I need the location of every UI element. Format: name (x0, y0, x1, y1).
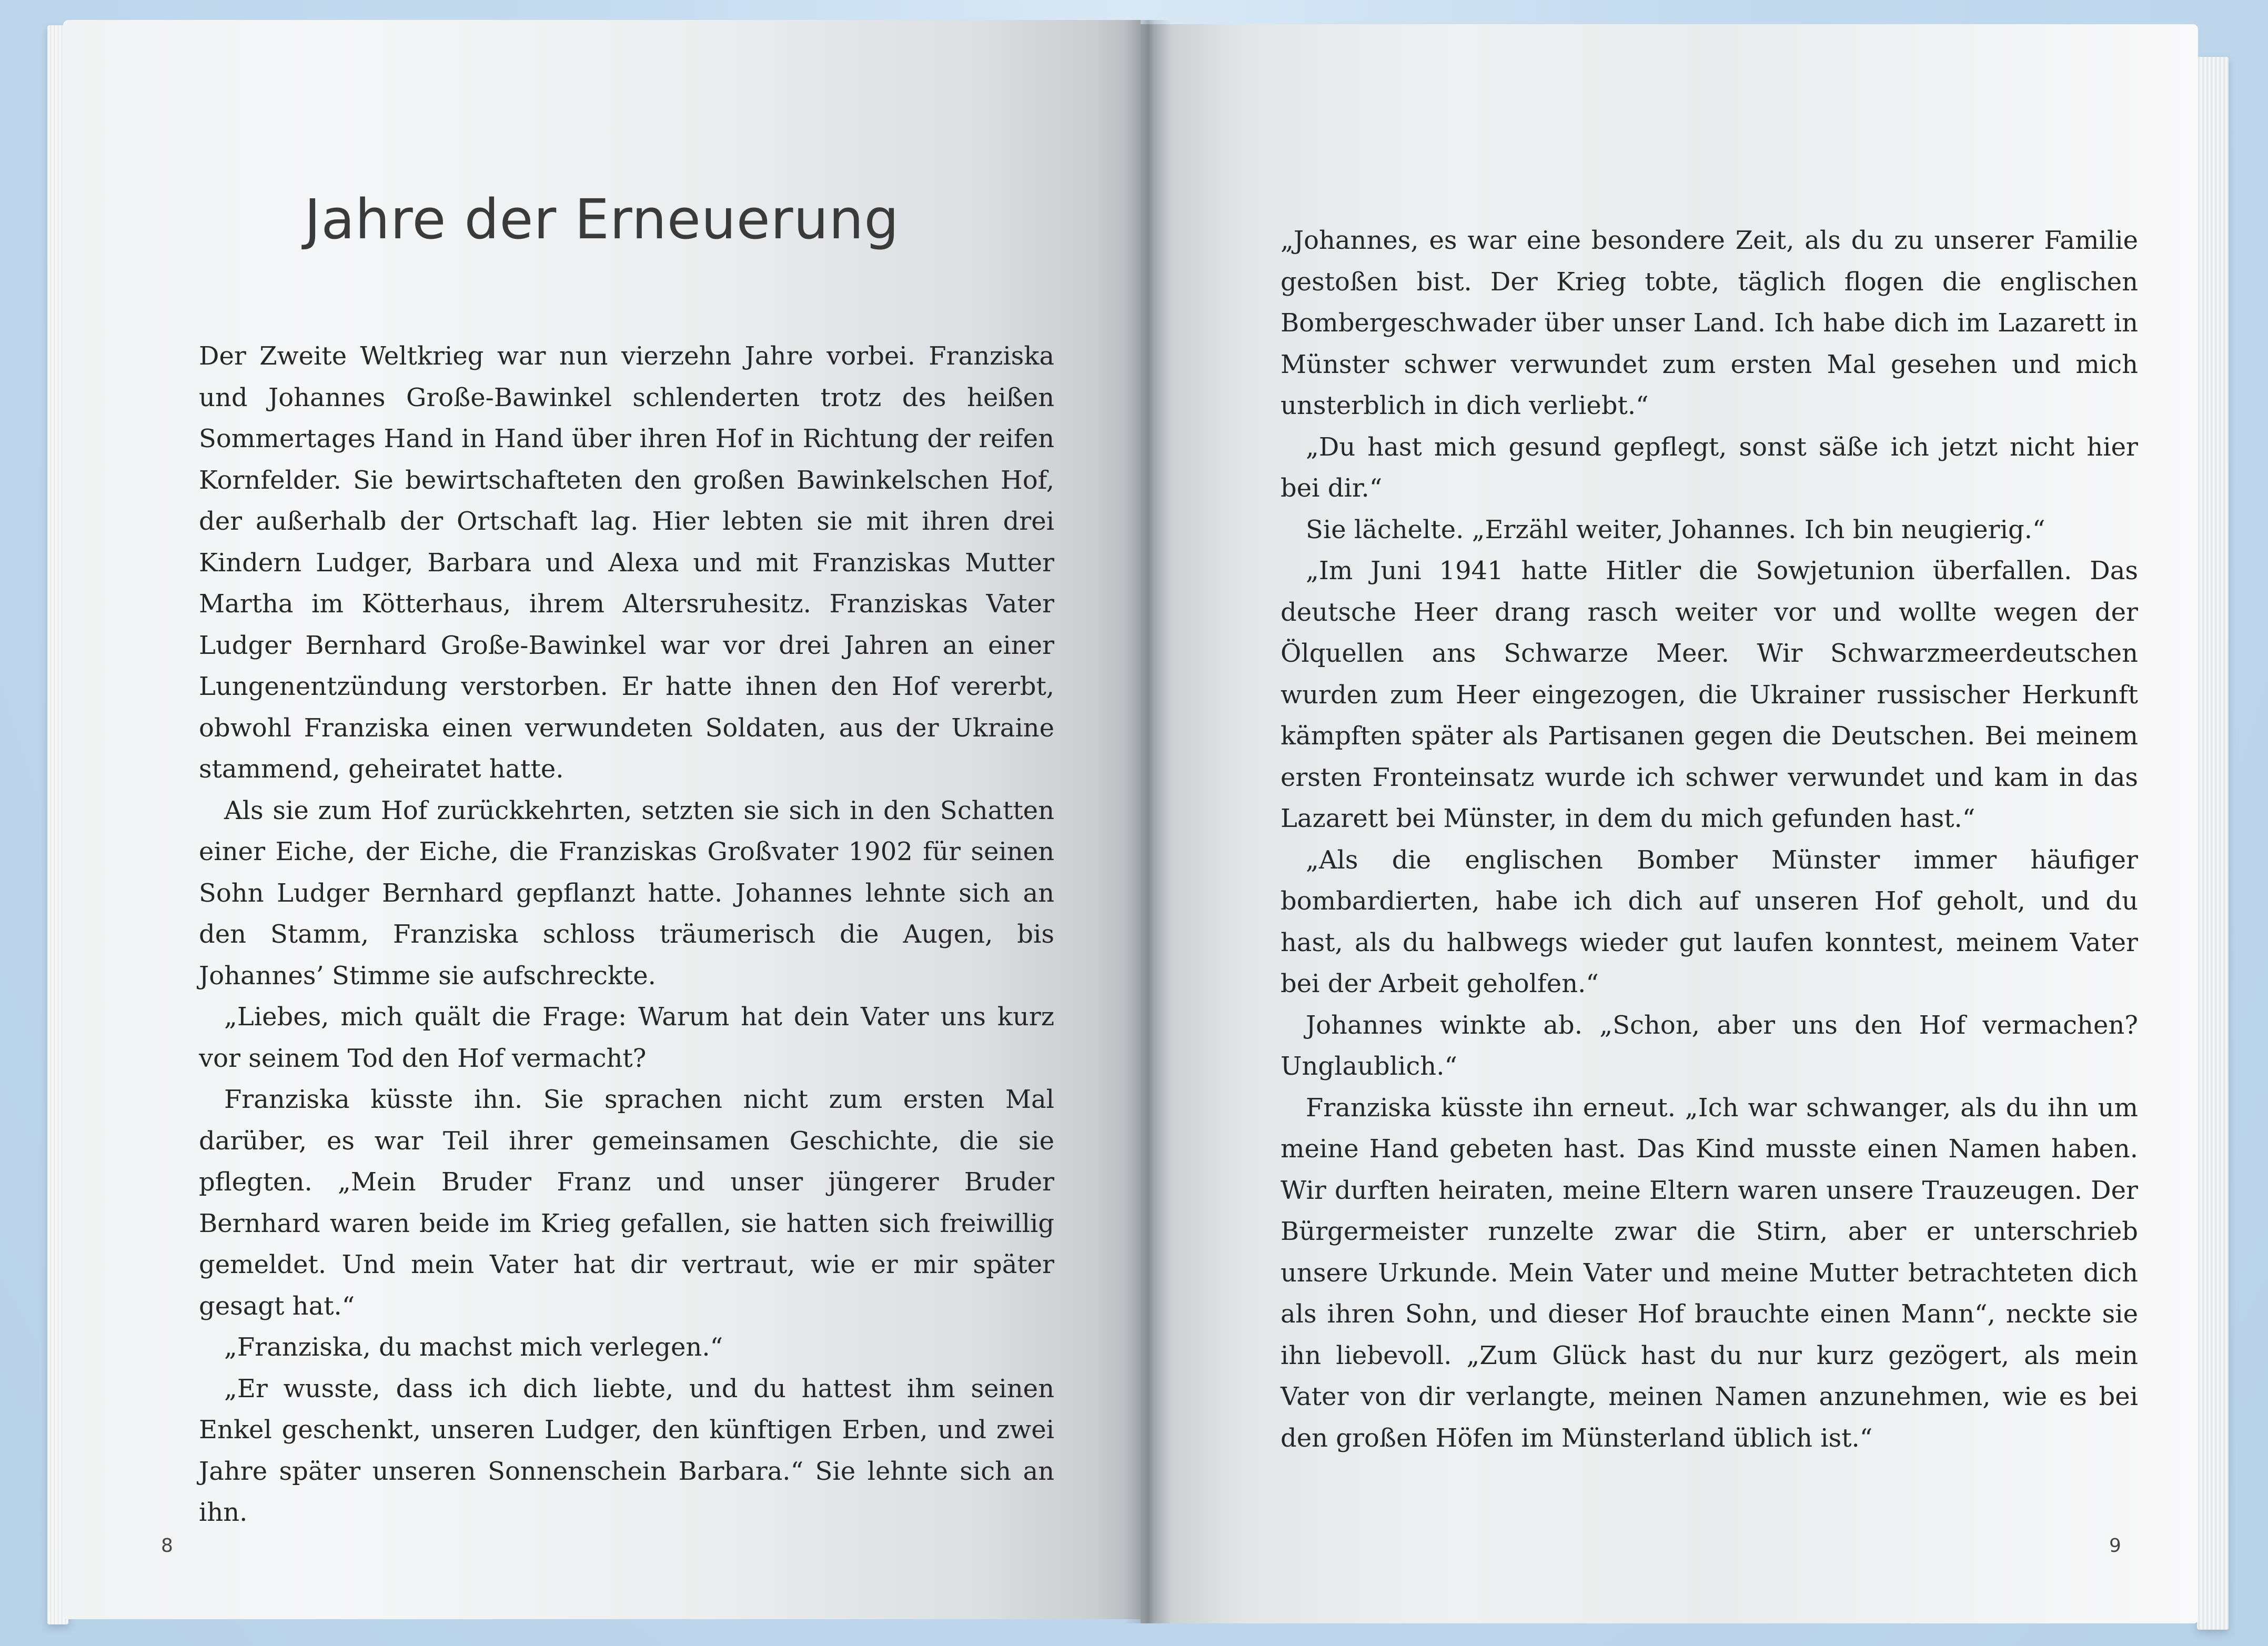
right-page (1141, 24, 2198, 1623)
book-spine (1124, 20, 1171, 1623)
paragraph: Sie lächelte. „Erzähl weiter, Johannes. Ich bin neugierig.“ (1306, 514, 2045, 544)
paragraph: Franziska küsste ihn erneut. „Ich war schwanger, als du ihn um meine Hand gebeten hast. Das Kind musste einen Namen haben. Wir durften heiraten, meine Eltern waren unsere Trauzeugen. Der Bürgermeister runzelte zwar die Stirn, aber er unterschrieb unsere Urkunde. Mein Vater und meine Mutter betrachteten dich als ihren Sohn, und dieser Hof brauchte einen Mann“, neckte sie ihn liebevoll. „Zum Glück hast du nur kurz gezögert, als mein Vater von dir verlangte, meinen Namen anzunehmen, wie es bei den großen Höfen im Münsterland üblich ist.“ (1281, 1093, 2138, 1453)
left-page (63, 20, 1141, 1619)
paragraph: „Im Juni 1941 hatte Hitler die Sowjetunion überfallen. Das deutsche Heer drang rasch weiter vor und wollte wegen der Ölquellen ans Schwarze Meer. Wir Schwarzmeerdeutschen wurden zum Heer eingezogen, die Ukrainer russischer Herkunft kämpften später als Partisanen gegen die Deutschen. Bei meinem ersten Fronteinsatz wurde ich schwer verwundet und kam in das Lazarett bei Münster, in dem du mich gefunden hast.“ (1281, 556, 2138, 833)
page-number-left: 8 (161, 1535, 173, 1557)
paragraph: „Du hast mich gesund gepflegt, sonst säße ich jetzt nicht hier bei dir.“ (1281, 432, 2138, 503)
paragraph: Der Zweite Weltkrieg war nun vierzehn Jahre vorbei. Franziska und Johannes Große-Bawinkel schlenderten trotz des heißen Sommertages Hand in Hand über ihren Hof in Richtung der reifen Kornfelder. Sie bewirtschafteten den großen Bawinkelschen Hof, der außerhalb der Ortschaft lag. Hier lebten sie mit ihren drei Kindern Ludger, Barbara und Alexa und mit Franziskas Mutter Martha im Kötterhaus, ihrem Altersruhesitz. Franziskas Vater Ludger Bernhard Große-Bawinkel war vor drei Jahren an einer Lungenentzündung verstorben. Er hatte ihnen den Hof vererbt, obwohl Franziska einen verwundeten Soldaten, aus der Ukraine stammend, geheiratet hatte. (199, 341, 1054, 784)
chapter-title: Jahre der Erneuerung (304, 187, 900, 251)
paragraph: „Liebes, mich quält die Frage: Warum hat dein Vater uns kurz vor seinem Tod den Hof vermacht? (199, 1002, 1054, 1073)
paragraph: Johannes winkte ab. „Schon, aber uns den Hof vermachen? Unglaublich.“ (1281, 1010, 2138, 1081)
left-page-text (199, 336, 1054, 1533)
paragraph: Als sie zum Hof zurückkehrten, setzten sie sich in den Schatten einer Eiche, der Eiche, die Franziskas Großvater 1902 für seinen Sohn Ludger Bernhard gepflanzt hatte. Johannes lehnte sich an den Stamm, Franziska schloss träumerisch die Augen, bis Johannes’ Stimme sie aufschreckte. (199, 795, 1054, 991)
open-book (51, 20, 2223, 1624)
paragraph: Franziska küsste ihn. Sie sprachen nicht zum ersten Mal darüber, es war Teil ihrer gemeinsamen Geschichte, die sie pflegten. „Mein Bruder Franz und unser jüngerer Bruder Bernhard waren beide im Krieg gefallen, sie hatten sich freiwillig gemeldet. Und mein Vater hat dir vertraut, wie er mir später gesagt hat.“ (199, 1085, 1054, 1321)
paragraph: „Franziska, du machst mich verlegen.“ (224, 1332, 723, 1362)
paragraph: „Johannes, es war eine besondere Zeit, als du zu unserer Familie gestoßen bist. Der Krieg tobte, täglich flogen die englischen Bombergeschwader über unser Land. Ich habe dich im Lazarett in Münster schwer verwundet zum ersten Mal gesehen und mich unsterblich in dich verliebt.“ (1281, 226, 2138, 420)
page-number-right: 9 (2109, 1535, 2121, 1557)
page-edges-right (2197, 57, 2229, 1630)
right-page-text (1281, 220, 2138, 1459)
paragraph: „Er wusste, dass ich dich liebte, und du hattest ihm seinen Enkel geschenkt, unseren Ludger, den künftigen Erben, und zwei Jahre später unseren Sonnenschein Barbara.“ Sie lehnte sich an ihn. (199, 1374, 1054, 1527)
paragraph: „Als die englischen Bomber Münster immer häufiger bombardierten, habe ich dich auf unseren Hof geholt, und du hast, als du halbwegs wieder gut laufen konntest, meinem Vater bei der Arbeit geholfen.“ (1281, 845, 2138, 998)
